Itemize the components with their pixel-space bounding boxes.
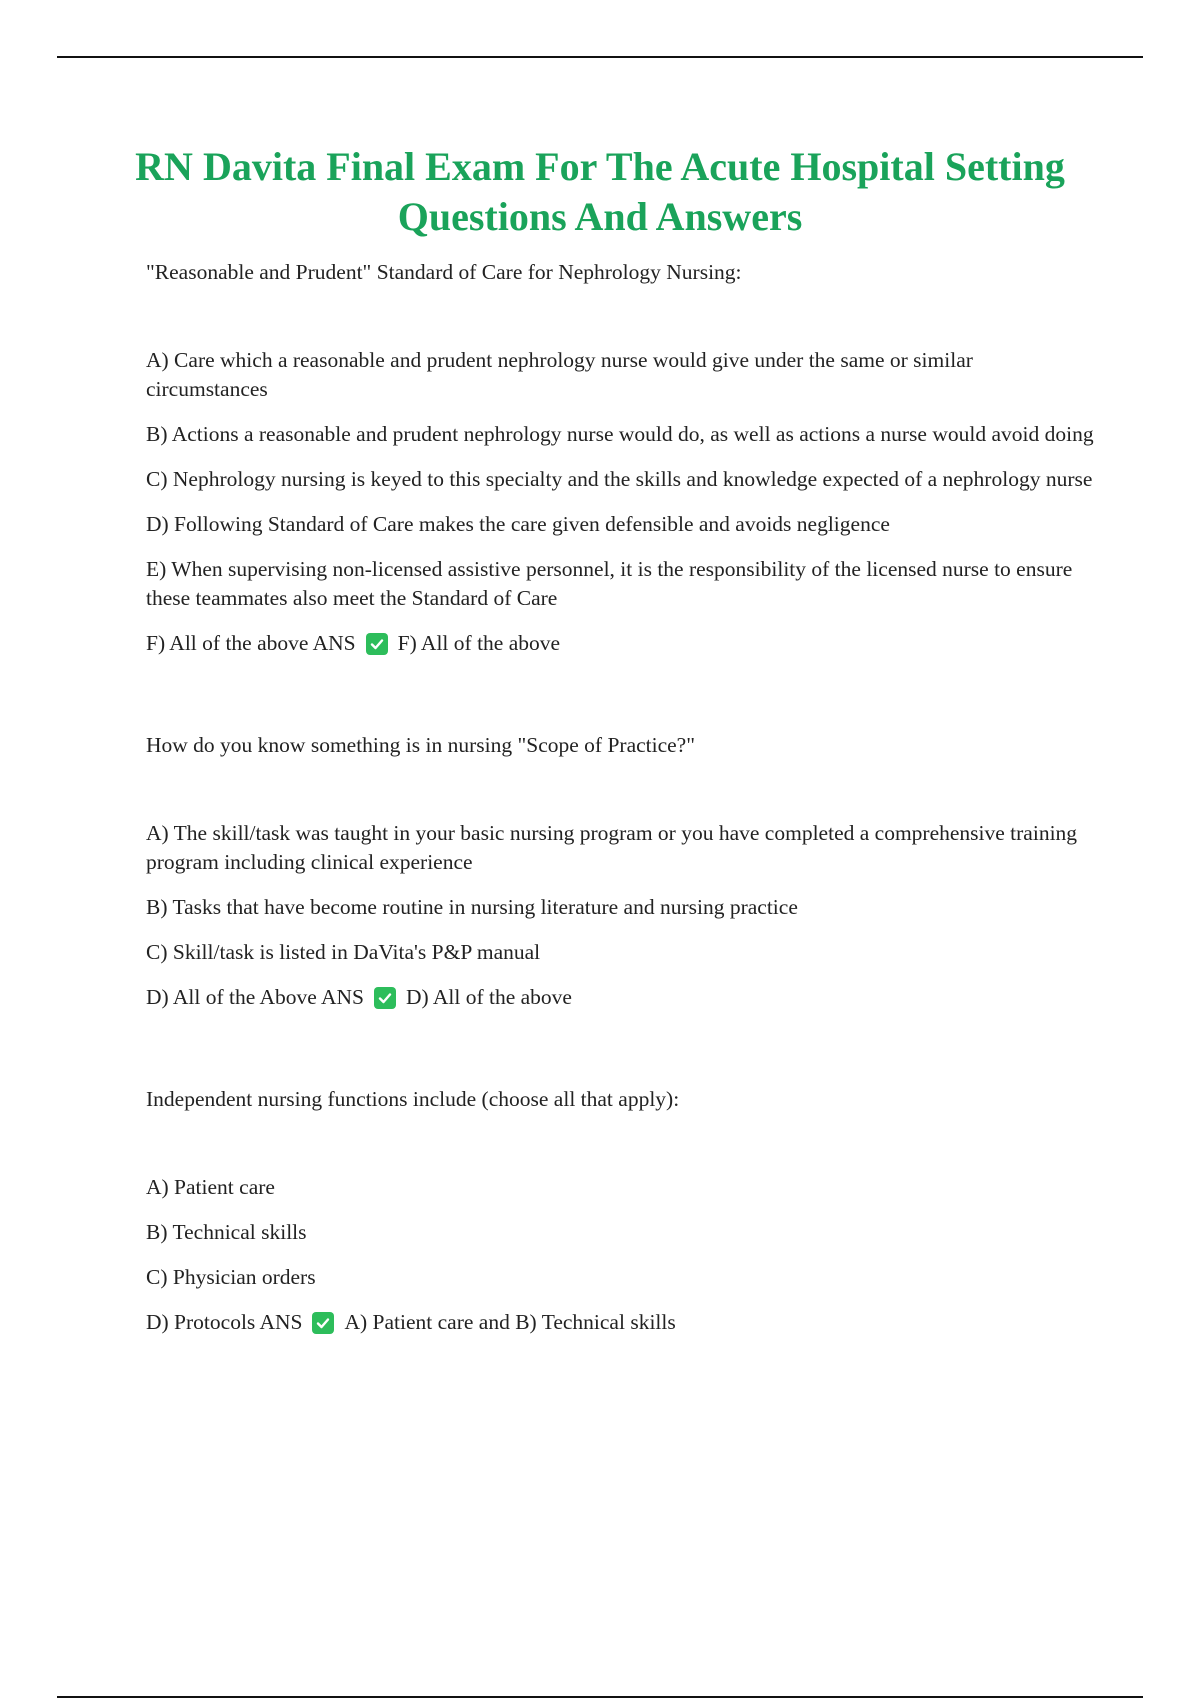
answer-option: E) When supervising non-licensed assistive personnel, it is the responsibility of the licensed nurse to ensure these teammates also meet the Standard of Care xyxy=(146,557,1073,610)
question-block-2 xyxy=(146,731,1096,1012)
checkmark-icon xyxy=(374,987,396,1009)
answer-option: A) Care which a reasonable and prudent nephrology nurse would give under the same or similar circumstances xyxy=(146,348,973,401)
answer-option: B) Tasks that have become routine in nursing literature and nursing practice xyxy=(146,895,798,919)
bottom-rule xyxy=(57,1696,1143,1698)
correct-answer: A) Patient care and B) Technical skills xyxy=(344,1310,676,1334)
checkmark-icon xyxy=(312,1312,334,1334)
page-title: RN Davita Final Exam For The Acute Hospital Setting Questions And Answers xyxy=(135,144,1065,239)
question-block-1 xyxy=(146,258,1096,658)
answer-option: C) Skill/task is listed in DaVita's P&P manual xyxy=(146,940,541,964)
correct-answer: F) All of the above xyxy=(397,631,561,655)
question-prompt: How do you know something is in nursing "Scope of Practice?" xyxy=(146,733,696,757)
answer-option: B) Technical skills xyxy=(146,1220,307,1244)
last-option: D) Protocols ANS xyxy=(146,1310,303,1334)
answer-option: B) Actions a reasonable and prudent nephrology nurse would do, as well as actions a nurse would avoid doing xyxy=(146,422,1094,446)
checkmark-icon xyxy=(366,633,388,655)
answer-option: C) Physician orders xyxy=(146,1265,316,1289)
last-option: D) All of the Above ANS xyxy=(146,985,364,1009)
correct-answer: D) All of the above xyxy=(405,985,572,1009)
question-block-3 xyxy=(146,1085,1096,1337)
answer-line xyxy=(146,1308,1096,1337)
answer-option: A) Patient care xyxy=(146,1175,275,1199)
top-rule xyxy=(57,56,1143,58)
answer-line xyxy=(146,629,1096,658)
answer-option: D) Following Standard of Care makes the care given defensible and avoids negligence xyxy=(146,512,890,536)
question-prompt: Independent nursing functions include (choose all that apply): xyxy=(146,1087,680,1111)
answer-line xyxy=(146,983,1096,1012)
question-prompt: "Reasonable and Prudent" Standard of Care for Nephrology Nursing: xyxy=(146,260,742,284)
last-option: F) All of the above ANS xyxy=(146,631,356,655)
answer-option: C) Nephrology nursing is keyed to this specialty and the skills and knowledge expected of a nephrology nurse xyxy=(146,467,1093,491)
answer-option: A) The skill/task was taught in your basic nursing program or you have completed a comprehensive training program including clinical experience xyxy=(146,821,1078,874)
document-body xyxy=(146,258,1096,1410)
